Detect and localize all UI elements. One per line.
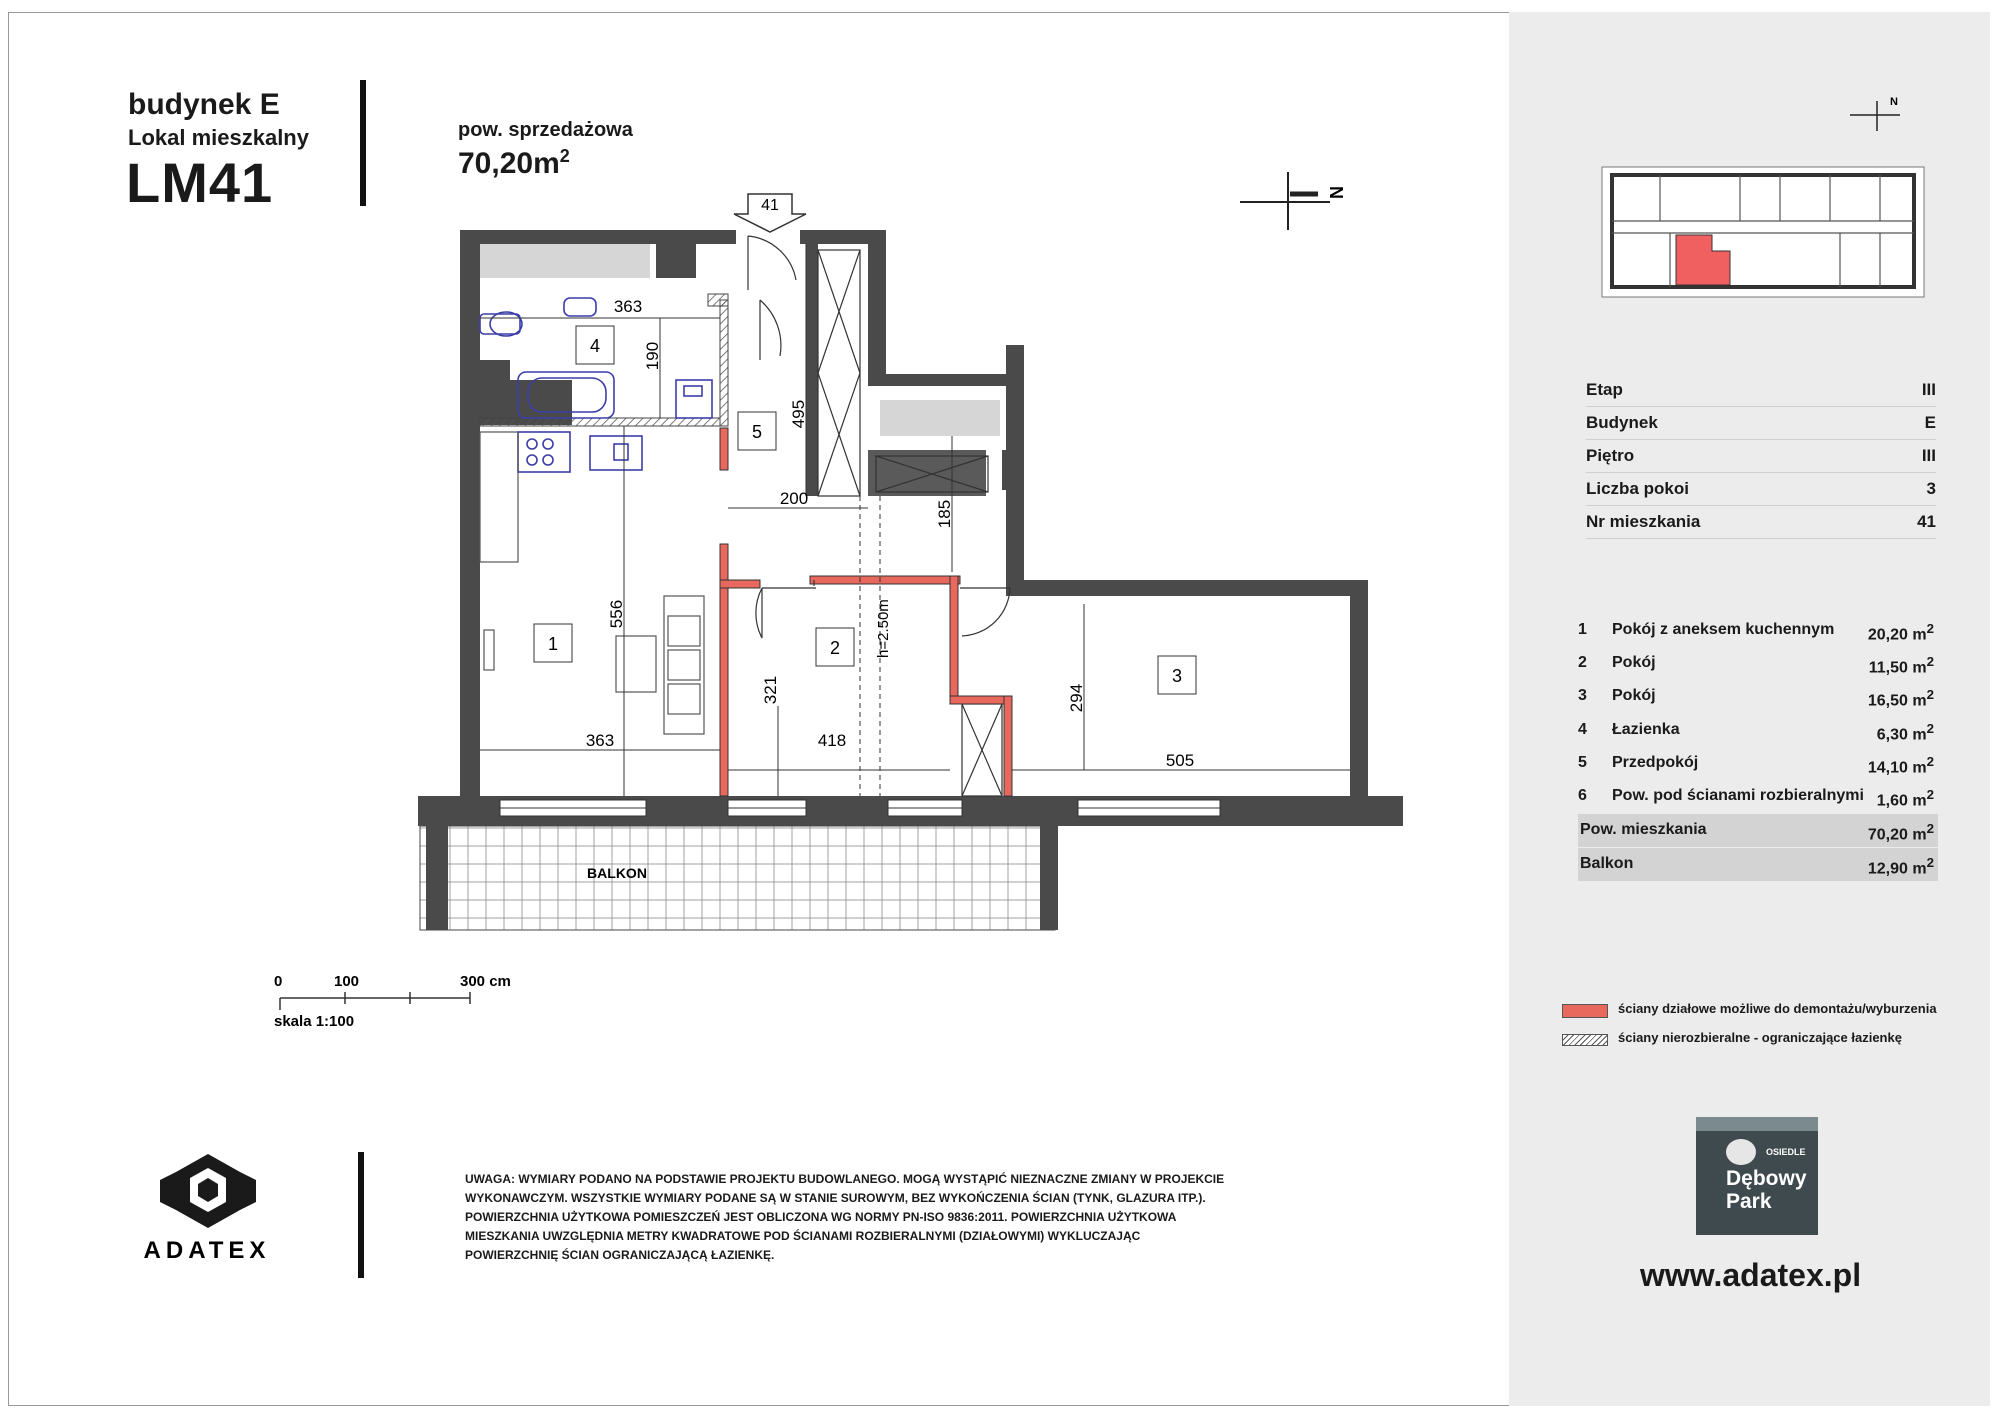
- legend-removable: ściany działowe możliwe do demontażu/wyburzenia: [1618, 1001, 1937, 1016]
- room-row-2: 2 Pokój 11,50 $m^2$: [1578, 654, 1934, 677]
- area-value: $70,20m^2$: [458, 146, 570, 180]
- key-north-icon: [1850, 96, 1900, 131]
- legend-fixed: ściany nierozbieralne - ograniczające łazienkę: [1618, 1030, 1902, 1045]
- dim-bath-width: 363: [613, 297, 643, 316]
- unit-type-label: Lokal mieszkalny: [128, 125, 309, 150]
- living-furniture: [480, 432, 704, 734]
- room-number-2: 2: [829, 638, 841, 658]
- dimension-labels: [586, 297, 1194, 770]
- dim-hall-width: 200: [779, 489, 809, 508]
- info-row-nr-mieszkania: Nr mieszkania 41: [1586, 506, 1936, 539]
- legend-swatch-fixed: [1562, 1034, 1608, 1046]
- dim-room3-width: 505: [1165, 751, 1195, 770]
- room-number-1: 1: [547, 634, 559, 654]
- room-row-4: 4 Łazienka 6,30 $m^2$: [1578, 721, 1934, 744]
- dim-room1-depth: 556: [607, 599, 626, 629]
- estate-logo-band: [1696, 1117, 1818, 1131]
- north-label: N: [1326, 186, 1346, 199]
- scale-bar: [274, 973, 511, 1030]
- building-label: budynek E: [128, 88, 280, 121]
- oak-tree-icon: [1726, 1139, 1756, 1165]
- balcony: [420, 826, 1058, 930]
- room-row-1: 1 Pokój z aneksem kuchennym 20,20 $m^2$: [1578, 621, 1934, 644]
- balcony-label: BALKON: [587, 865, 647, 881]
- room-number-3: 3: [1171, 666, 1183, 686]
- ventilation-shaft: [818, 250, 1002, 796]
- wardrobe-shelf: [480, 244, 650, 278]
- total-row-apartment: Pow. mieszkania 70,20 $m^2$: [1578, 814, 1938, 847]
- room-row-3: 3 Pokój 16,50 $m^2$: [1578, 687, 1934, 710]
- scale-tick-0: 0: [274, 973, 283, 990]
- dim-room1-width: 363: [585, 731, 615, 750]
- dim-room2-width: 418: [817, 731, 847, 750]
- svg-text:N: N: [1890, 96, 1898, 108]
- info-row-budynek: Budynek E: [1586, 407, 1936, 440]
- legend-swatch-removable: [1562, 1004, 1608, 1018]
- scale-label: skala 1:100: [274, 1013, 355, 1030]
- scale-tick-100: 100: [334, 973, 360, 990]
- info-row-etap: Etap III: [1586, 374, 1936, 407]
- disclaimer-note: UWAGA: WYMIARY PODANO NA PODSTAWIE PROJEKTU BUDOWLANEGO. MOGĄ WYSTĄPIĆ NIEZNACZNE ZMIANY W PROJEKCIE WYKONAWCZYM. WSZYSTKIE WYMIARY PODANE SĄ W STANIE SUROWYM, BEZ WYKOŃCZENIA ŚCIAN (TYNK, GLAZURA ITP.). POWIERZCHNIA UŻYTKOWA POMIESZCZEŃ JEST OBLICZONA WG NORMY PN-ISO 9836:2011. POWIERZCHNIA UŻYTKOWA MIESZKANIA UWZGLĘDNIA METRY KWADRATOWE POD ŚCIANAMI ROZBIERALNYMI (DZIAŁOWYMI) WYKLUCZAJĄC POWIERZCHNIĘ ŚCIAN OGRANICZAJĄCĄ ŁAZIENKĘ.: [465, 1172, 1225, 1262]
- room-row-6: 6 Pow. pod ścianami rozbieralnymi 1,60 $m^2$: [1578, 787, 1934, 810]
- info-row-liczba-pokoi: Liczba pokoi 3: [1586, 473, 1936, 506]
- entrance-number: 41: [761, 197, 779, 214]
- estate-line1: Dębowy: [1726, 1167, 1807, 1190]
- adatex-logo-icon: [144, 1154, 271, 1264]
- unit-code: LM41: [126, 151, 274, 214]
- storage-shelf: [880, 400, 1000, 436]
- website-link[interactable]: www.adatex.pl: [1640, 1257, 1862, 1293]
- room-labels: [534, 326, 1196, 694]
- estate-small-label: OSIEDLE: [1766, 1147, 1806, 1157]
- dim-room2-depth: 321: [761, 675, 780, 705]
- scale-tick-300: 300 cm: [460, 973, 511, 990]
- entrance-arrow-icon: [734, 194, 806, 232]
- room-row-5: 5 Przedpokój 14,10 $m^2$: [1578, 754, 1934, 777]
- estate-logo: [1696, 1117, 1818, 1235]
- room-number-4: 4: [589, 336, 601, 356]
- info-row-pietro: Piętro III: [1586, 440, 1936, 473]
- north-arrow-icon: [1240, 172, 1346, 230]
- height-label: h=2.50m: [875, 599, 892, 658]
- dim-bath-depth: 190: [643, 341, 662, 371]
- total-row-balcony: Balkon 12,90 $m^2$: [1578, 848, 1938, 881]
- footer-divider: [358, 1152, 364, 1278]
- dim-hall-length: 495: [789, 399, 808, 429]
- logo-text: ADATEX: [143, 1237, 271, 1264]
- room-number-5: 5: [751, 422, 763, 442]
- dim-alcove: 185: [935, 499, 954, 529]
- key-plan: [1590, 95, 1950, 310]
- estate-line2: Park: [1726, 1190, 1772, 1213]
- walls: [418, 230, 1403, 826]
- dim-room3-depth: 294: [1067, 683, 1086, 713]
- area-label: pow. sprzedażowa: [458, 119, 633, 141]
